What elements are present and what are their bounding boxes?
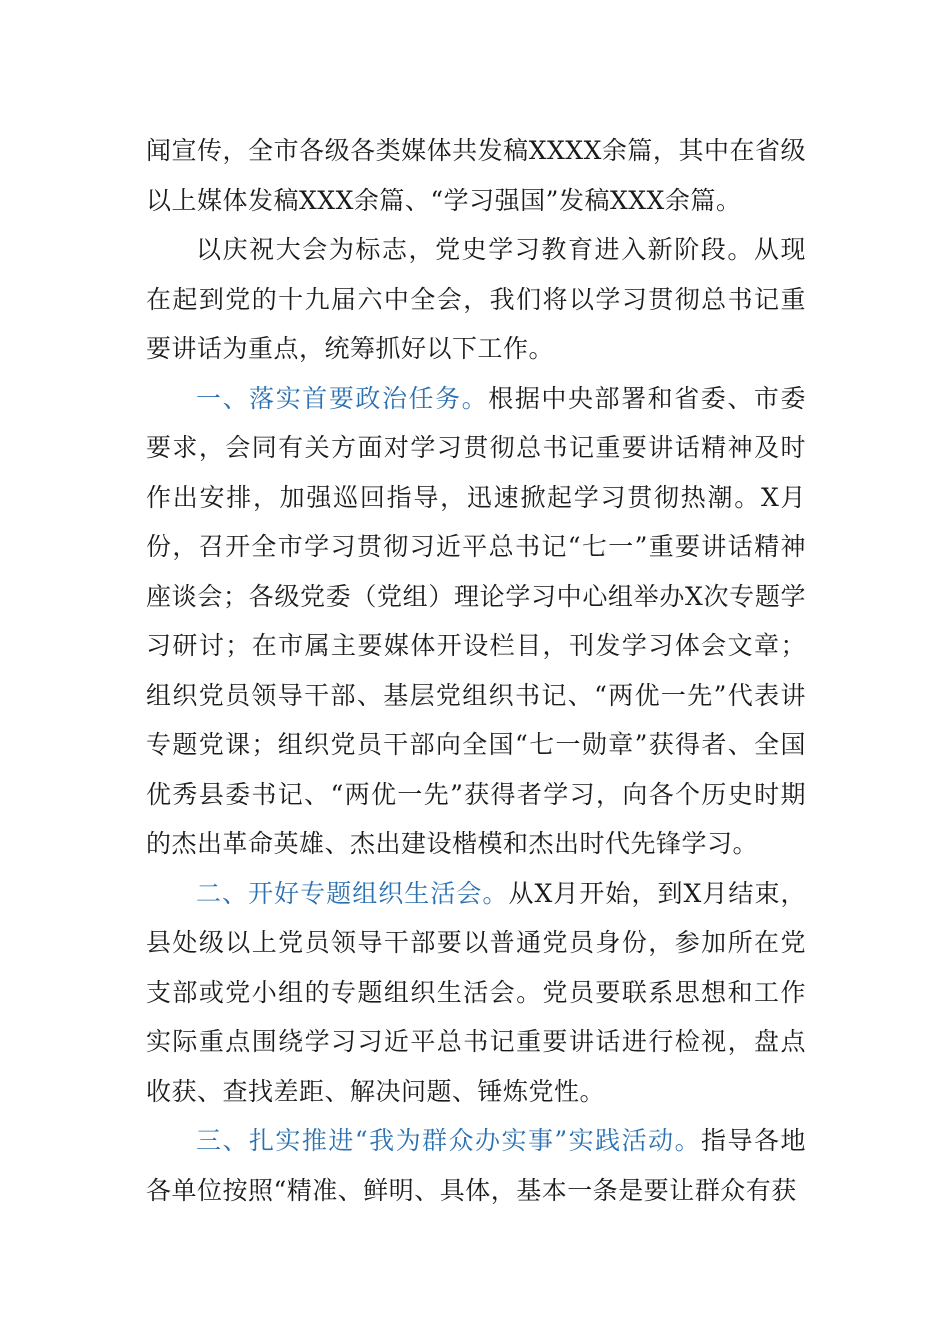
paragraph-3-text: 根据中央部署和省委、市委要求，会同有关方面对学习贯彻总书记重要讲话精神及时作出安排，加强巡回指导，迅速掀起学习贯彻热潮。X月份，召开全市学习贯彻习近平总书记“七一”重要讲话精神座谈会；各级党委（党组）理论学习中心组举办X次专题学习研讨；在市属主要媒体开设栏目，刊发学习体会文章；组织党员领导干部、基层党组织书记、“两优一先”代表讲专题党课；组织党员干部向全国“七一勋章”获得者、全国优秀县委书记、“两优一先”获得者学习，向各个历史时期的杰出革命英雄、杰出建设楷模和杰出时代先锋学习。 <box>146 383 806 858</box>
paragraph-3 <box>146 374 806 869</box>
section-heading-2: 二、开好专题组织生活会。 <box>196 878 509 908</box>
paragraph-2 <box>146 225 806 374</box>
paragraph-5-text: 指导各地各单位按照“精准、鲜明、具体，基本一条是要让群众有获 <box>146 1126 806 1205</box>
paragraph-1 <box>146 126 806 225</box>
paragraph-4-text: 从X月开始，到X月结束，县处级以上党员领导干部要以普通党员身份，参加所在党支部或党小组的专题组织生活会。党员要联系思想和工作实际重点围绕学习习近平总书记重要讲话进行检视，盘点收获、查找差距、解决问题、锤炼党性。 <box>146 878 806 1106</box>
paragraph-5 <box>146 1116 806 1215</box>
paragraph-4 <box>146 869 806 1117</box>
paragraph-1-text: 闻宣传，全市各级各类媒体共发稿XXXX余篇，其中在省级以上媒体发稿XXX余篇、“学习强国”发稿XXX余篇。 <box>146 136 806 215</box>
paragraph-2-text: 以庆祝大会为标志，党史学习教育进入新阶段。从现在起到党的十九届六中全会，我们将以学习贯彻总书记重要讲话为重点，统筹抓好以下工作。 <box>146 235 806 363</box>
document-body <box>146 126 806 1215</box>
section-heading-3: 三、扎实推进“我为群众办实事”实践活动。 <box>196 1126 702 1155</box>
section-heading-1: 一、落实首要政治任务。 <box>196 383 489 413</box>
